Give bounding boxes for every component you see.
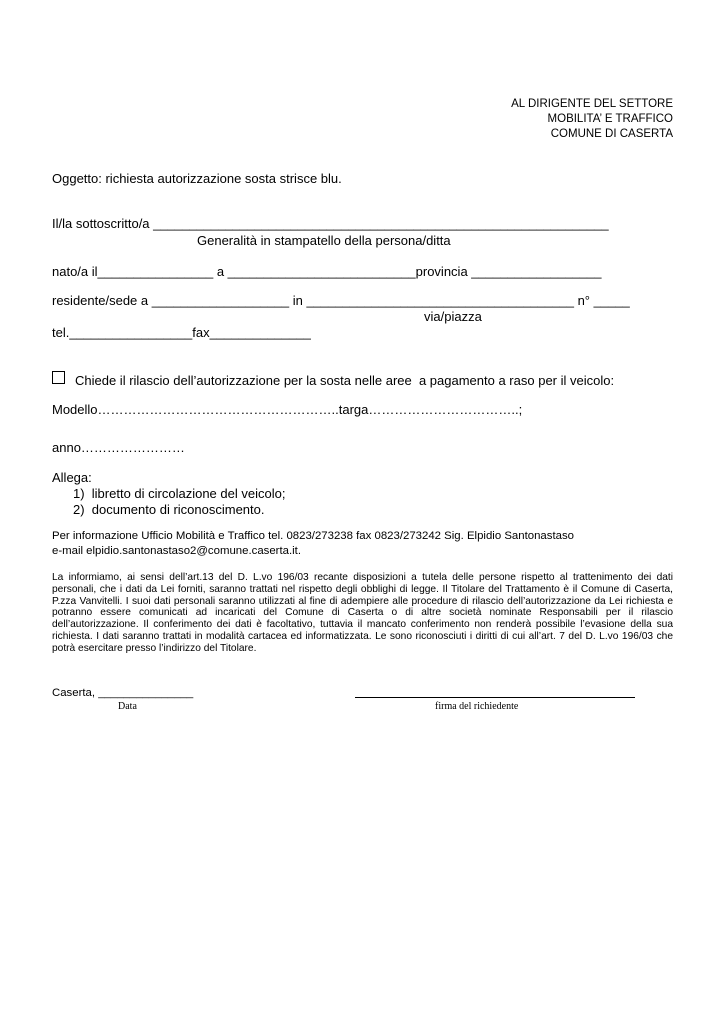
- residence-hint: via/piazza: [424, 309, 482, 324]
- signature-label: firma del richiedente: [435, 701, 519, 712]
- request-checkbox[interactable]: [52, 371, 65, 384]
- info-line-2: e-mail elpidio.santonastaso2@comune.caserta.it.: [52, 545, 301, 557]
- signature-line: [355, 697, 635, 698]
- birth-field: nato/a il________________ a __________________________provincia __________________: [52, 264, 602, 279]
- addressee-line-1: AL DIRIGENTE DEL SETTORE: [511, 98, 673, 110]
- attachment-item: 2) documento di riconoscimento.: [73, 502, 265, 517]
- place-field: Caserta, _______________: [52, 687, 194, 699]
- applicant-hint: Generalità in stampatello della persona/ditta: [197, 233, 451, 248]
- applicant-field: Il/la sottoscritto/a _______________________________________________________________: [52, 216, 609, 231]
- residence-field: residente/sede a ___________________ in _____________________________________ n° _____: [52, 293, 630, 308]
- request-text: Chiede il rilascio dell’autorizzazione per la sosta nelle aree a pagamento a raso per il veicolo:: [75, 373, 615, 388]
- info-line-1: Per informazione Ufficio Mobilità e Traffico tel. 0823/273238 fax 0823/273242 Sig. Elpidio Santonastaso: [52, 530, 574, 542]
- attachments-title: Allega:: [52, 470, 92, 485]
- date-label: Data: [118, 701, 137, 712]
- privacy-notice: La informiamo, ai sensi dell’art.13 del D. L.vo 196/03 recante disposizioni a tutela delle persone rispetto al trattenimento dei dati personali, che i dati da Lei forniti, saranno trattati nel rispetto degli obblighi di legge. Il Titolare del Trattamento è il Comune di Caserta, P.zza Vanvitelli. I suoi dati personali saranno utilizzati al fine di adempiere alle procedure di rilascio dell’autorizzazione da Lei richiesta e potranno essere comunicati ad incaricati del Comune di Caserta o di altre società nominate Responsabili per il rilascio dell’autorizzazione. Il conferimento dei dati è facoltativo, tuttavia il mancato conferimento non renderà possibile l’evasione della sua richiesta. I dati saranno trattati in modalità cartacea ed informatizzata. Le sono riconosciuti i diritti di cui all’art. 7 del D. L.vo 196/03 che potrà esercitare presso l’indirizzo del Titolare.: [52, 572, 673, 654]
- vehicle-field: Modello………………………………………………..targa……………………………..;: [52, 402, 523, 417]
- addressee-line-2: MOBILITA’ E TRAFFICO: [547, 113, 673, 125]
- contacts-field: tel._________________fax______________: [52, 325, 311, 340]
- attachment-item: 1) libretto di circolazione del veicolo;: [73, 486, 286, 501]
- addressee-line-3: COMUNE DI CASERTA: [550, 128, 673, 140]
- subject-line: Oggetto: richiesta autorizzazione sosta strisce blu.: [52, 171, 342, 186]
- year-field: anno……………………: [52, 440, 185, 455]
